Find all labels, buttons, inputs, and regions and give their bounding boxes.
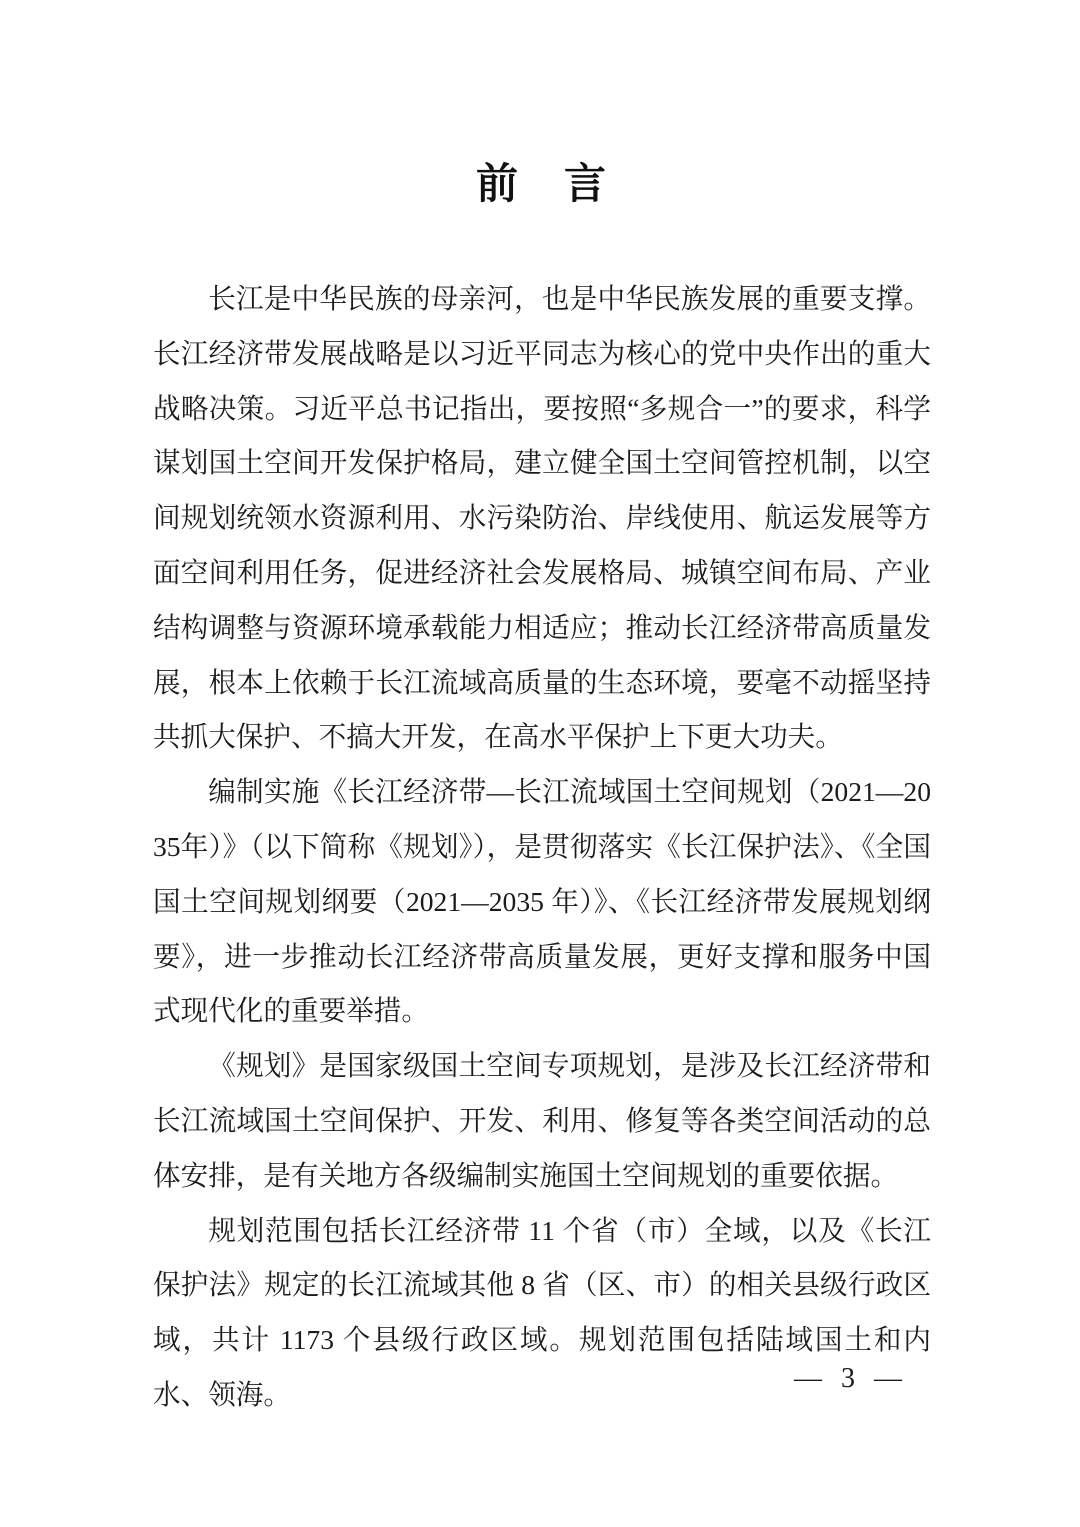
- document-body: [153, 272, 931, 1423]
- paragraph-1: 长江是中华民族的母亲河，也是中华民族发展的重要支撑。长江经济带发展战略是以习近平同志为核心的党中央作出的重大战略决策。习近平总书记指出，要按照“多规合一”的要求，科学谋划国土空间开发保护格局，建立健全国土空间管控机制，以空间规划统领水资源利用、水污染防治、岸线使用、航运发展等方面空间利用任务，促进经济社会发展格局、城镇空间布局、产业结构调整与资源环境承载能力相适应；推动长江经济带高质量发展，根本上依赖于长江流域高质量的生态环境，要毫不动摇坚持共抓大保护、不搞大开发，在高水平保护上下更大功夫。: [153, 283, 931, 753]
- page-title: 前 言: [475, 162, 608, 208]
- document-content: [153, 160, 931, 1423]
- paragraph-2: 编制实施《长江经济带—长江流域国土空间规划（2021—2035年）》（以下简称《规划》），是贯彻落实《长江保护法》、《全国国土空间规划纲要（2021—2035 年）》、《长江经济带发展规划纲要》，进一步推动长江经济带高质量发展，更好支撑和服务中国式现代化的重要举措。: [153, 776, 931, 1027]
- page-number: — 3 —: [794, 1363, 908, 1394]
- paragraph-4: 规划范围包括长江经济带 11 个省（市）全域，以及《长江保护法》规定的长江流域其他 8 省（区、市）的相关县级行政区域，共计 1173 个县级行政区域。规划范围包括陆域国土和内水、领海。: [153, 1214, 931, 1410]
- paragraph-3: 《规划》是国家级国土空间专项规划，是涉及长江经济带和长江流域国土空间保护、开发、利用、修复等各类空间活动的总体安排，是有关地方各级编制实施国土空间规划的重要依据。: [153, 1050, 931, 1191]
